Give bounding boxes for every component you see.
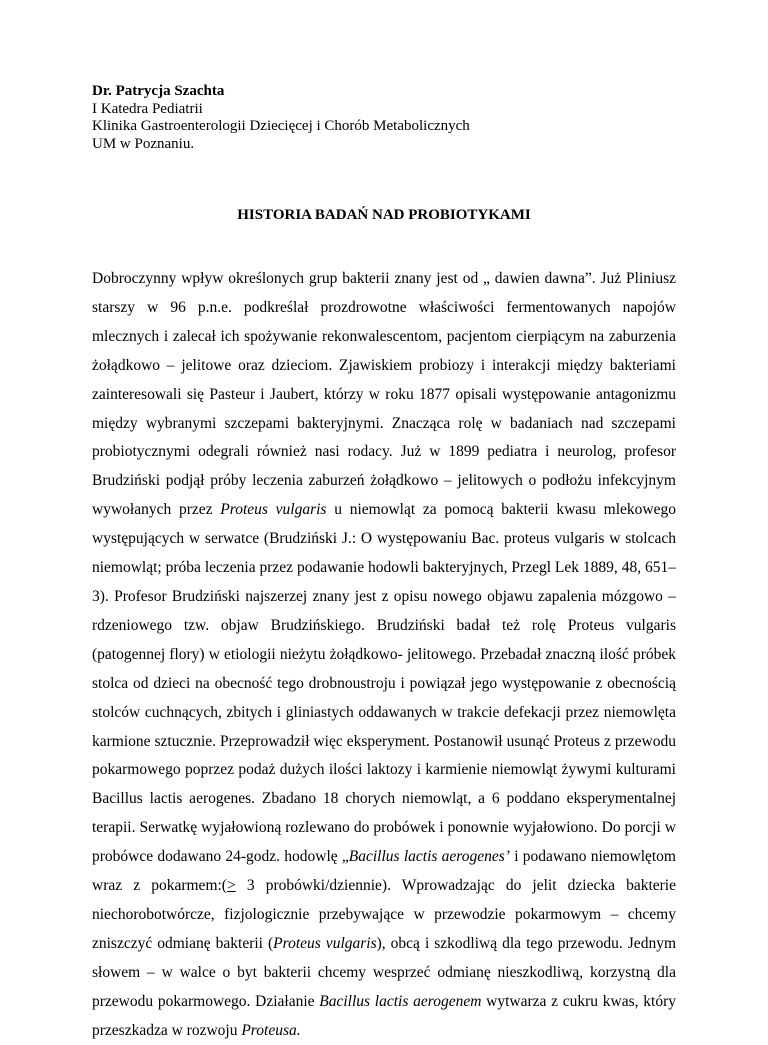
author-name: Dr. Patrycja Szachta	[92, 83, 225, 99]
department-line: I Katedra Pediatrii	[92, 100, 203, 117]
clinic-line: Klinika Gastroenterologii Dziecięcej i Chorób Metabolicznych	[92, 118, 470, 134]
document-title: HISTORIA BADAŃ NAD PROBIOTYKAMI	[237, 207, 531, 223]
text-run: ), obcą i szkodliwą dla tego przewodu. Jednym słowem – w walce o byt bakterii chcemy wesprzeć odmianę nieszkodliwą, korzystną dla przewodu pokarmowego. Działanie	[92, 934, 676, 1010]
author-header	[92, 83, 470, 153]
greater-equal-symbol: >	[226, 877, 236, 895]
species-name: Proteus vulgaris	[273, 934, 377, 952]
text-run: wytwarza z cukru kwas, który przeszkadza w rozwoju	[92, 992, 676, 1039]
species-name: Proteusa.	[241, 1021, 301, 1039]
species-name: Bacillus lactis aerogenem	[319, 992, 482, 1010]
text-run: 3 probówki/dziennie). Wprowadzając do jelit dziecka bakterie niechorobotwórcze, fizjologicznie przebywające w przewodzie pokarmowym – chcemy zniszczyć odmianę bakterii (	[92, 877, 676, 952]
species-name: Proteus vulgaris	[220, 501, 327, 519]
text-run: i podawano niemowlętom wraz z pokarmem:(	[92, 848, 676, 895]
body-paragraph	[92, 265, 676, 1045]
text-run: u niemowląt za pomocą bakterii kwasu mlekowego występujących w serwatce (Brudziński J.: O występowaniu Bac. proteus vulgaris w stolcach niemowląt; próba leczenia przez podawanie hodowli bakteryjnych, Przegl Lek 1889, 48, 651–3). Profesor Brudziński najszerzej znany jest z opisu nowego objawu zapalenia mózgowo – rdzeniowego tzw. objaw Brudzińskiego. Brudziński badał też rolę Proteus vulgaris (patogennej flory) w etiologii nieżytu żołądkowo- jelitowego. Przebadał znaczną ilość próbek stolca od dzieci na obecność tego drobnoustroju i powiązał jego występowanie z obecnością stolców cuchnących, zbitych i gliniastych oddawanych w trakcie defekacji przez niemowlęta karmione sztucznie. Przeprowadził więc eksperyment. Postanowił usunąć Proteus z przewodu pokarmowego poprzez podaż dużych ilości laktozy i karmienie niemowląt żywymi kulturami Bacillus lactis aerogenes. Zbadano 18 chorych niemowląt, a 6 poddano eksperymentalnej terapii. Serwatkę wyjałowioną rozlewano do probówek i ponownie wyjałowiono. Do porcji w probówce dodawano 24-godz. hodowlę „	[92, 501, 676, 866]
university-line: UM w Poznaniu.	[92, 135, 195, 152]
species-name: Bacillus lactis aerogenes’	[348, 848, 510, 866]
text-run: Dobroczynny wpływ określonych grup bakterii znany jest od „ dawien dawna”. Już Pliniusz starszy w 96 p.n.e. podkreślał prozdrowotne właściwości fermentowanych napojów mlecznych i zalecał ich spożywanie rekonwalescentom, pacjentom cierpiącym na zaburzenia żołądkowo – jelitowe oraz dzieciom. Zjawiskiem probiozy i interakcji między bakteriami zainteresowali się Pasteur i Jaubert, którzy w roku 1877 opisali występowanie antagonizmu między wybranymi szczepami bakteryjnymi. Znacząca rolę w badaniach nad szczepami probiotycznymi odegrali również nasi rodacy. Już w 1899 pediatra i neurolog, profesor Brudziński podjął próby leczenia zaburzeń żołądkowo – jelitowych o podłożu infekcyjnym wywołanych przez	[92, 270, 676, 519]
